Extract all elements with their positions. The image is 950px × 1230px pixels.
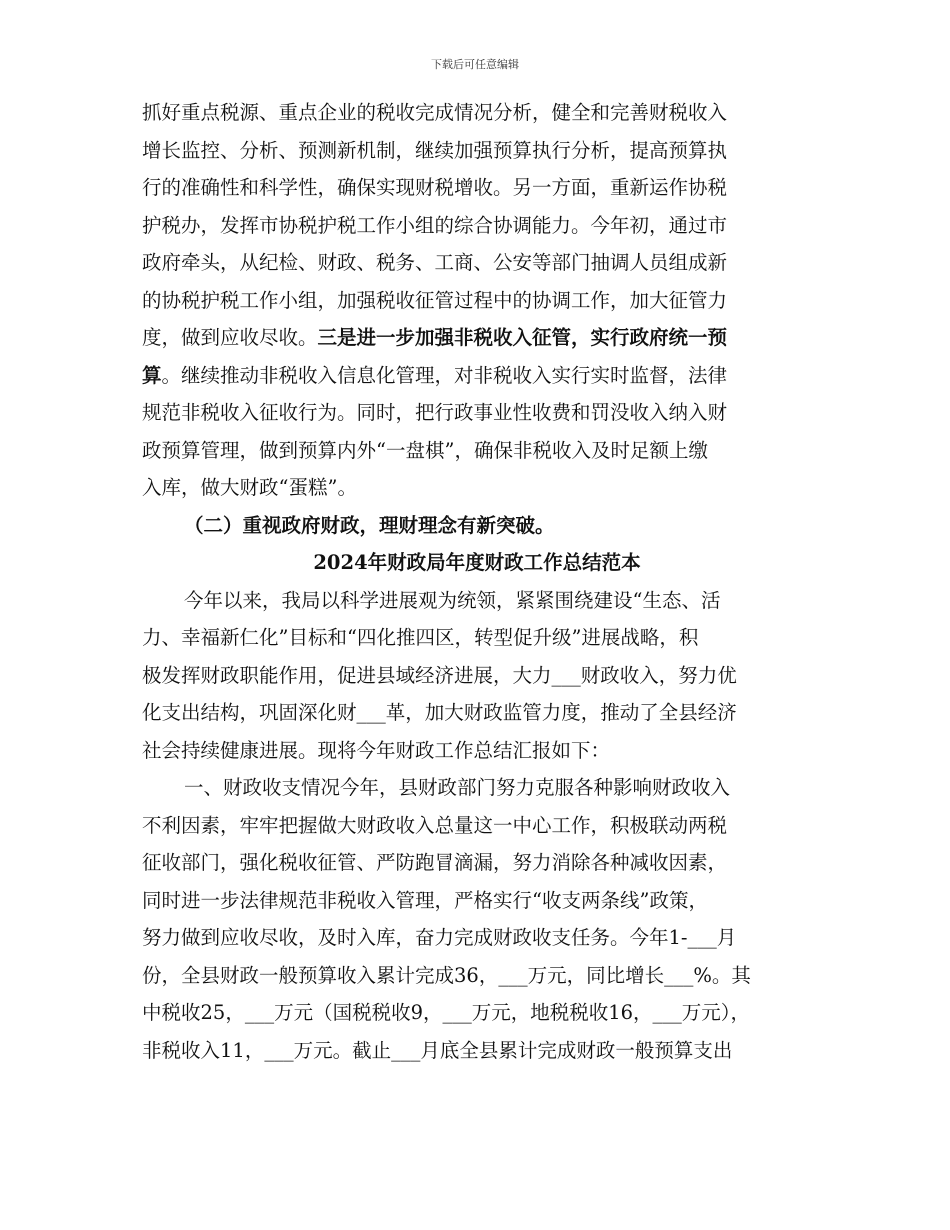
text-line-mixed [142,319,812,357]
text-line: 份，全县财政一般预算收入累计完成36，___万元，同比增长___%。其 [142,963,751,987]
text-line: 力、幸福新仁化”目标和“四化推四区，转型促升级”进展战略，积 [142,626,699,649]
text-line: 今年以来，我局以科学进展观为统领，紧紧围绕建设“生态、活 [184,588,721,612]
text-line: 努力做到应收尽收，及时入库，奋力完成财政收支任务。今年1-___月 [142,926,737,949]
text-line: 的协税护税工作小组，加强税收征管过程中的协调工作，加大征管力 [142,288,728,312]
text-line: 入库，做大财政“蛋糕”。 [142,476,357,499]
subheading: （二）重视政府财政，理财理念有新突破。 [184,513,555,537]
text-line: 行的准确性和科学性，确保实现财税增收。另一方面，重新运作协税 [142,176,728,199]
text-line: 增长监控、分析、预测新机制，继续加强预算执行分析，提高预算执 [142,138,728,162]
text-line: 政府牵头，从纪检、财政、税务、工商、公安等部门抽调人员组成新 [142,251,728,274]
text-line: 一、财政收支情况今年，县财政部门努力克服各种影响财政收入 [184,776,731,799]
document-body [142,94,812,1069]
text-line-mixed [142,357,812,395]
text-segment: 度，做到应收尽收。 [142,326,318,349]
text-line: 护税办，发挥市协税护税工作小组的综合协调能力。今年初，通过市 [142,213,728,237]
text-segment: 。继续推动非税收入信息化管理，对非税收入实行实时监督，法律 [161,363,728,387]
bold-segment: 算 [142,363,162,387]
text-line: 不利因素，牢牢把握做大财政收入总量这一中心工作，积极联动两税 [142,813,728,837]
bold-segment: 三是进一步加强非税收入征管，实行政府统一预 [317,326,728,349]
text-line: 非税收入11，___万元。截止___月底全县累计完成财政一般预算支出 [142,1038,733,1062]
text-line: 规范非税收入征收行为。同时，把行政事业性收费和罚没收入纳入财 [142,401,728,424]
text-line: 极发挥财政职能作用，促进县域经济进展，大力___财政收入，努力优 [142,663,737,687]
text-line: 抓好重点税源、重点企业的税收完成情况分析，健全和完善财税收入 [142,101,728,124]
text-line: 化支出结构，巩固深化财___革，加大财政监管力度，推动了全县经济 [142,701,737,724]
text-line: 同时进一步法律规范非税收入管理，严格实行“收支两条线”政策， [142,888,708,912]
text-line: 社会持续健康进展。现将今年财政工作总结汇报如下： [142,738,611,762]
text-line: 政预算管理，做到预算内外“一盘棋”，确保非税收入及时足额上缴 [142,438,708,462]
text-line: 征收部门，强化税收征管、严防跑冒滴漏，努力消除各种减收因素， [142,851,728,874]
page-header-note: 下载后可任意编辑 [431,58,519,71]
text-line: 中税收25，___万元（国税税收9，___万元，地税税收16，___万元）， [142,1001,751,1024]
document-title: 2024年财政局年度财政工作总结范本 [313,551,641,574]
